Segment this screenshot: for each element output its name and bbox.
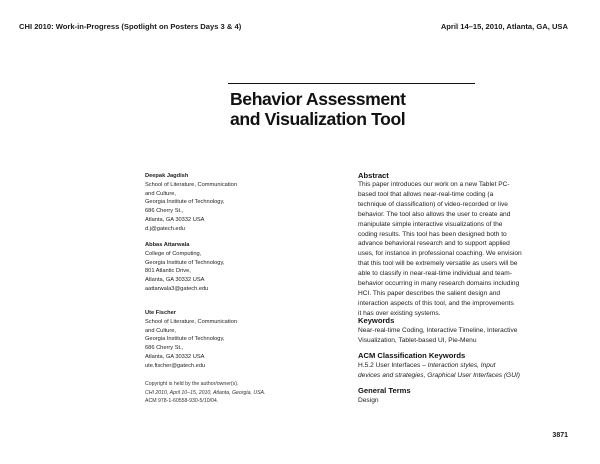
copyright-notice bbox=[145, 380, 315, 406]
abstract-line: able to classify in near-real-time individual and team- bbox=[358, 270, 512, 278]
abstract-line: uses, for instance in professional coaching. We envision bbox=[358, 250, 522, 258]
keywords-body bbox=[358, 326, 558, 346]
copyright-isbn-line: ACM 978-1-60558-930-5/10/04. bbox=[145, 398, 219, 405]
abstract-line: This paper introduces our work on a new Tablet PC- bbox=[358, 181, 510, 188]
author-affiliation-line: Georgia Institute of Technology, bbox=[145, 259, 225, 266]
author-email: ute.fischer@gatech.edu bbox=[145, 362, 206, 369]
copyright-line: Copyright is held by the author/owner(s). bbox=[145, 381, 239, 387]
author-affiliation-line: Georgia Institute of Technology, bbox=[145, 336, 225, 343]
abstract-line: interaction aspects of this tool, and the improvements bbox=[358, 299, 514, 307]
paper-title-line-1: Behavior Assessment bbox=[230, 89, 406, 109]
abstract-line: behavior. The tool also allows the user to create and bbox=[358, 210, 511, 218]
keywords-line: Visualization, Tablet-based UI, Pie-Menu bbox=[358, 336, 477, 344]
abstract-heading: Abstract bbox=[358, 171, 389, 180]
keywords-heading: Keywords bbox=[358, 316, 395, 325]
abstract-line: advance behavioral research and to support applied bbox=[358, 240, 510, 248]
author-address-line: 801 Atlantic Drive, bbox=[145, 268, 191, 275]
author-block bbox=[145, 241, 305, 294]
author-email: d.j@gatech.edu bbox=[145, 225, 185, 232]
author-name: Abbas Attarwala bbox=[145, 242, 190, 248]
abstract-line: based tool that allows near-real-time coding (a bbox=[358, 190, 494, 198]
author-affiliation-line: and Culture, bbox=[145, 190, 176, 197]
title-rule bbox=[228, 83, 475, 84]
acm-classification-heading: ACM Classification Keywords bbox=[358, 351, 466, 360]
running-header-left: CHI 2010: Work-in-Progress (Spotlight on Posters Days 3 & 4) bbox=[19, 22, 242, 31]
author-address-line: Atlanta, GA 30332 USA bbox=[145, 216, 205, 223]
copyright-venue-line: CHI 2010, April 10–15, 2010, Atlanta, Georgia, USA. bbox=[145, 389, 266, 396]
author-address-line: Atlanta, GA 30332 USA bbox=[145, 353, 205, 360]
author-address-line: Atlanta, GA 30332 USA bbox=[145, 277, 205, 284]
author-affiliation-line: and Culture, bbox=[145, 327, 176, 334]
paper-title-line-2: and Visualization Tool bbox=[230, 108, 406, 129]
running-header-right: April 14–15, 2010, Atlanta, GA, USA bbox=[440, 22, 568, 31]
general-terms-body bbox=[358, 396, 558, 406]
acm-category: H.5.2 User Interfaces – bbox=[358, 362, 428, 369]
author-affiliation-line: School of Literature, Communication bbox=[145, 181, 237, 188]
author-affiliation-line: School of Literature, Communication bbox=[145, 318, 237, 325]
paper-title bbox=[230, 90, 530, 129]
acm-classification-body bbox=[358, 361, 558, 381]
acm-descriptors-continued: devices and strategies, Graphical User Interfaces (GUI) bbox=[358, 371, 520, 379]
abstract-line: HCI. This paper describes the salient design and bbox=[358, 289, 501, 297]
author-block bbox=[145, 309, 305, 371]
author-block bbox=[145, 172, 305, 234]
abstract-line: technique of classification) of video-recorded or live bbox=[358, 200, 508, 208]
abstract-line: it has over existing systems. bbox=[358, 309, 441, 317]
page-number: 3871 bbox=[552, 432, 568, 439]
general-terms-value: Design bbox=[358, 397, 379, 404]
keywords-line: Near-real-time Coding, Interactive Timeline, Interactive bbox=[358, 327, 518, 334]
author-name: Ute Fischer bbox=[145, 310, 176, 316]
abstract-line: coding results. This tool has been designed both to bbox=[358, 230, 507, 238]
acm-classification-line bbox=[358, 361, 558, 371]
acm-descriptors: Interaction styles, Input bbox=[427, 362, 496, 369]
abstract-line: that this tool will be extremely versatile as users will be bbox=[358, 260, 518, 268]
abstract-line: manipulate simple interactive visualizations of the bbox=[358, 220, 503, 228]
abstract-line: behavior occurring in many research domains including bbox=[358, 280, 520, 288]
author-address-line: 686 Cherry St., bbox=[145, 345, 184, 352]
abstract-body bbox=[358, 180, 558, 319]
author-address-line: 686 Cherry St., bbox=[145, 208, 184, 215]
general-terms-heading: General Terms bbox=[358, 386, 411, 395]
author-affiliation-line: Georgia Institute of Technology, bbox=[145, 199, 225, 206]
author-name: Deepak Jagdish bbox=[145, 173, 189, 179]
author-affiliation-line: College of Computing, bbox=[145, 250, 202, 257]
author-email: aattarwala3@gatech.edu bbox=[145, 285, 209, 292]
